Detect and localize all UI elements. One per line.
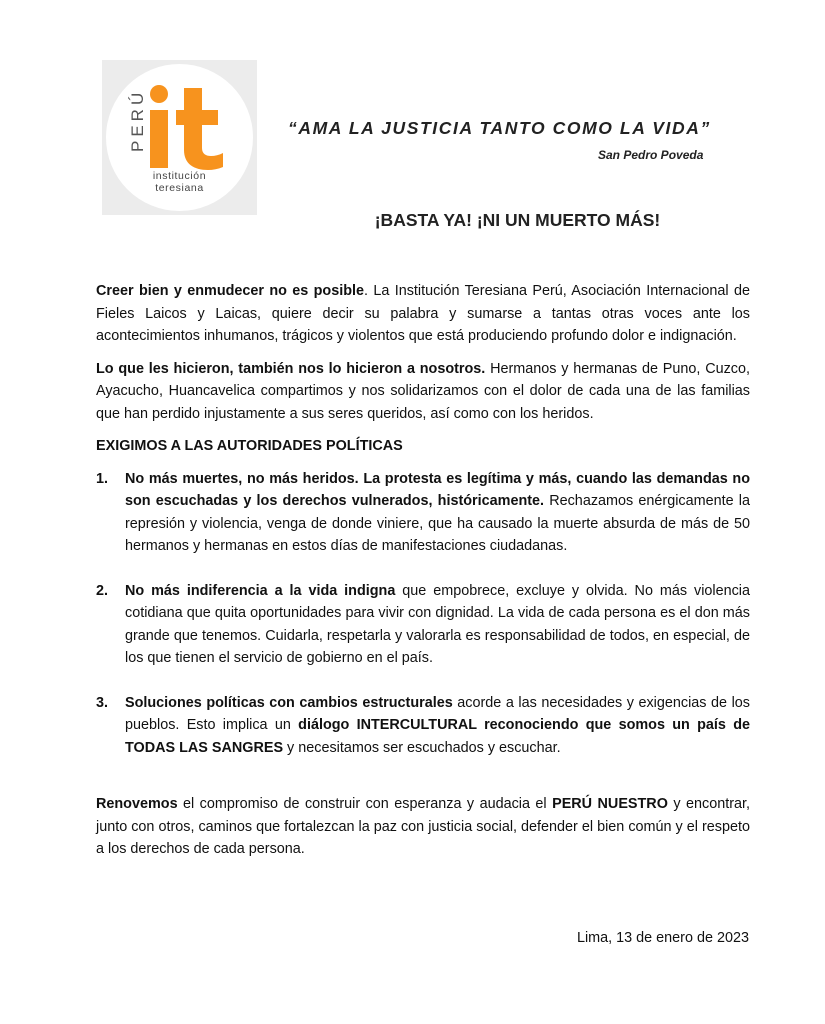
paragraph-2-bold: Lo que les hicieron, también nos lo hicieron a nosotros. bbox=[96, 360, 486, 377]
demands-title: EXIGIMOS A LAS AUTORIDADES POLÍTICAS bbox=[96, 438, 403, 454]
motto-quote: “AMA LA JUSTICIA TANTO COMO LA VIDA” bbox=[288, 118, 711, 138]
demand-number: 3. bbox=[96, 694, 109, 711]
demand-text-2: y necesitamos ser escuchados y escuchar. bbox=[283, 739, 561, 756]
paragraph-2 bbox=[96, 358, 750, 426]
paragraph-2-text: Hermanos y hermanas de Puno, Cuzco, Ayacucho, Huancavelica compartimos y nos solidarizamos con el dolor de cada una de las familias que han perdido injustamente a sus seres queridos, así como con los heridos. bbox=[96, 360, 750, 422]
demand-item-2 bbox=[96, 580, 750, 670]
closing-paragraph bbox=[96, 793, 750, 861]
logo-it-mark bbox=[142, 82, 232, 170]
motto-author: San Pedro Poveda bbox=[598, 148, 704, 162]
paragraph-1 bbox=[96, 280, 750, 348]
demand-bold-2: diálogo INTERCULTURAL reconociendo que somos un país de TODAS LAS SANGRES bbox=[125, 717, 751, 756]
paragraph-1-text: . La Institución Teresiana Perú, Asociación Internacional de Fieles Laicos y Laicas, quiere decir su palabra y sumarse a tantas otras voces ante los acontecimientos inhumanos, trágicos y violentos que está produciendo profundo dolor e indignación. bbox=[96, 283, 750, 344]
demand-text: acorde a las necesidades y exigencias de los pueblos. Esto implica un bbox=[125, 694, 750, 733]
document-date: Lima, 13 de enero de 2023 bbox=[576, 930, 749, 946]
closing-text: el compromiso de construir con esperanza y audacia el bbox=[177, 796, 553, 812]
logo-line2: teresiana bbox=[155, 182, 204, 194]
demand-text: Rechazamos enérgicamente la represión y violencia, venga de donde viniere, que ha causado la muerte absurda de más de 50 hermanos y hermanas en estos días de manifestaciones ciudadanas. bbox=[125, 493, 750, 554]
demand-item-1 bbox=[96, 468, 750, 558]
logo-line1: institución bbox=[152, 170, 207, 182]
demand-number: 2. bbox=[96, 582, 109, 599]
headline: ¡BASTA YA! ¡NI UN MUERTO MÁS! bbox=[374, 210, 661, 230]
demand-bold: No más indiferencia a la vida indigna bbox=[125, 582, 396, 599]
logo-peru-text: PERÚ bbox=[128, 88, 147, 152]
closing-bold-2: PERÚ NUESTRO bbox=[552, 796, 668, 812]
demand-item-3 bbox=[96, 692, 750, 760]
closing-bold: Renovemos bbox=[96, 796, 178, 812]
closing-text-2: y encontrar, junto con otros, caminos que fortalezcan la paz con justicia social, defender el bien común y el respeto a los derechos de cada persona. bbox=[96, 796, 750, 857]
demand-bold: Soluciones políticas con cambios estructurales bbox=[125, 694, 453, 711]
logo bbox=[102, 60, 257, 215]
paragraph-1-bold: Creer bien y enmudecer no es posible bbox=[96, 283, 365, 299]
demand-number: 1. bbox=[96, 470, 109, 487]
document-body bbox=[96, 280, 750, 871]
demand-text: que empobrece, excluye y olvida. No más violencia cotidiana que quita oportunidades para vivir con dignidad. La vida de cada persona es el don más grande que tenemos. Cuidarla, respetarla y valorarla es responsabilidad de todos, en especial, de los que tienen el servicio de gobierno en el país. bbox=[125, 582, 750, 666]
demand-bold: No más muertes, no más heridos. La protesta es legítima y más, cuando las demandas no son escuchadas y los derechos vulnerados, históricamente. bbox=[125, 470, 750, 509]
